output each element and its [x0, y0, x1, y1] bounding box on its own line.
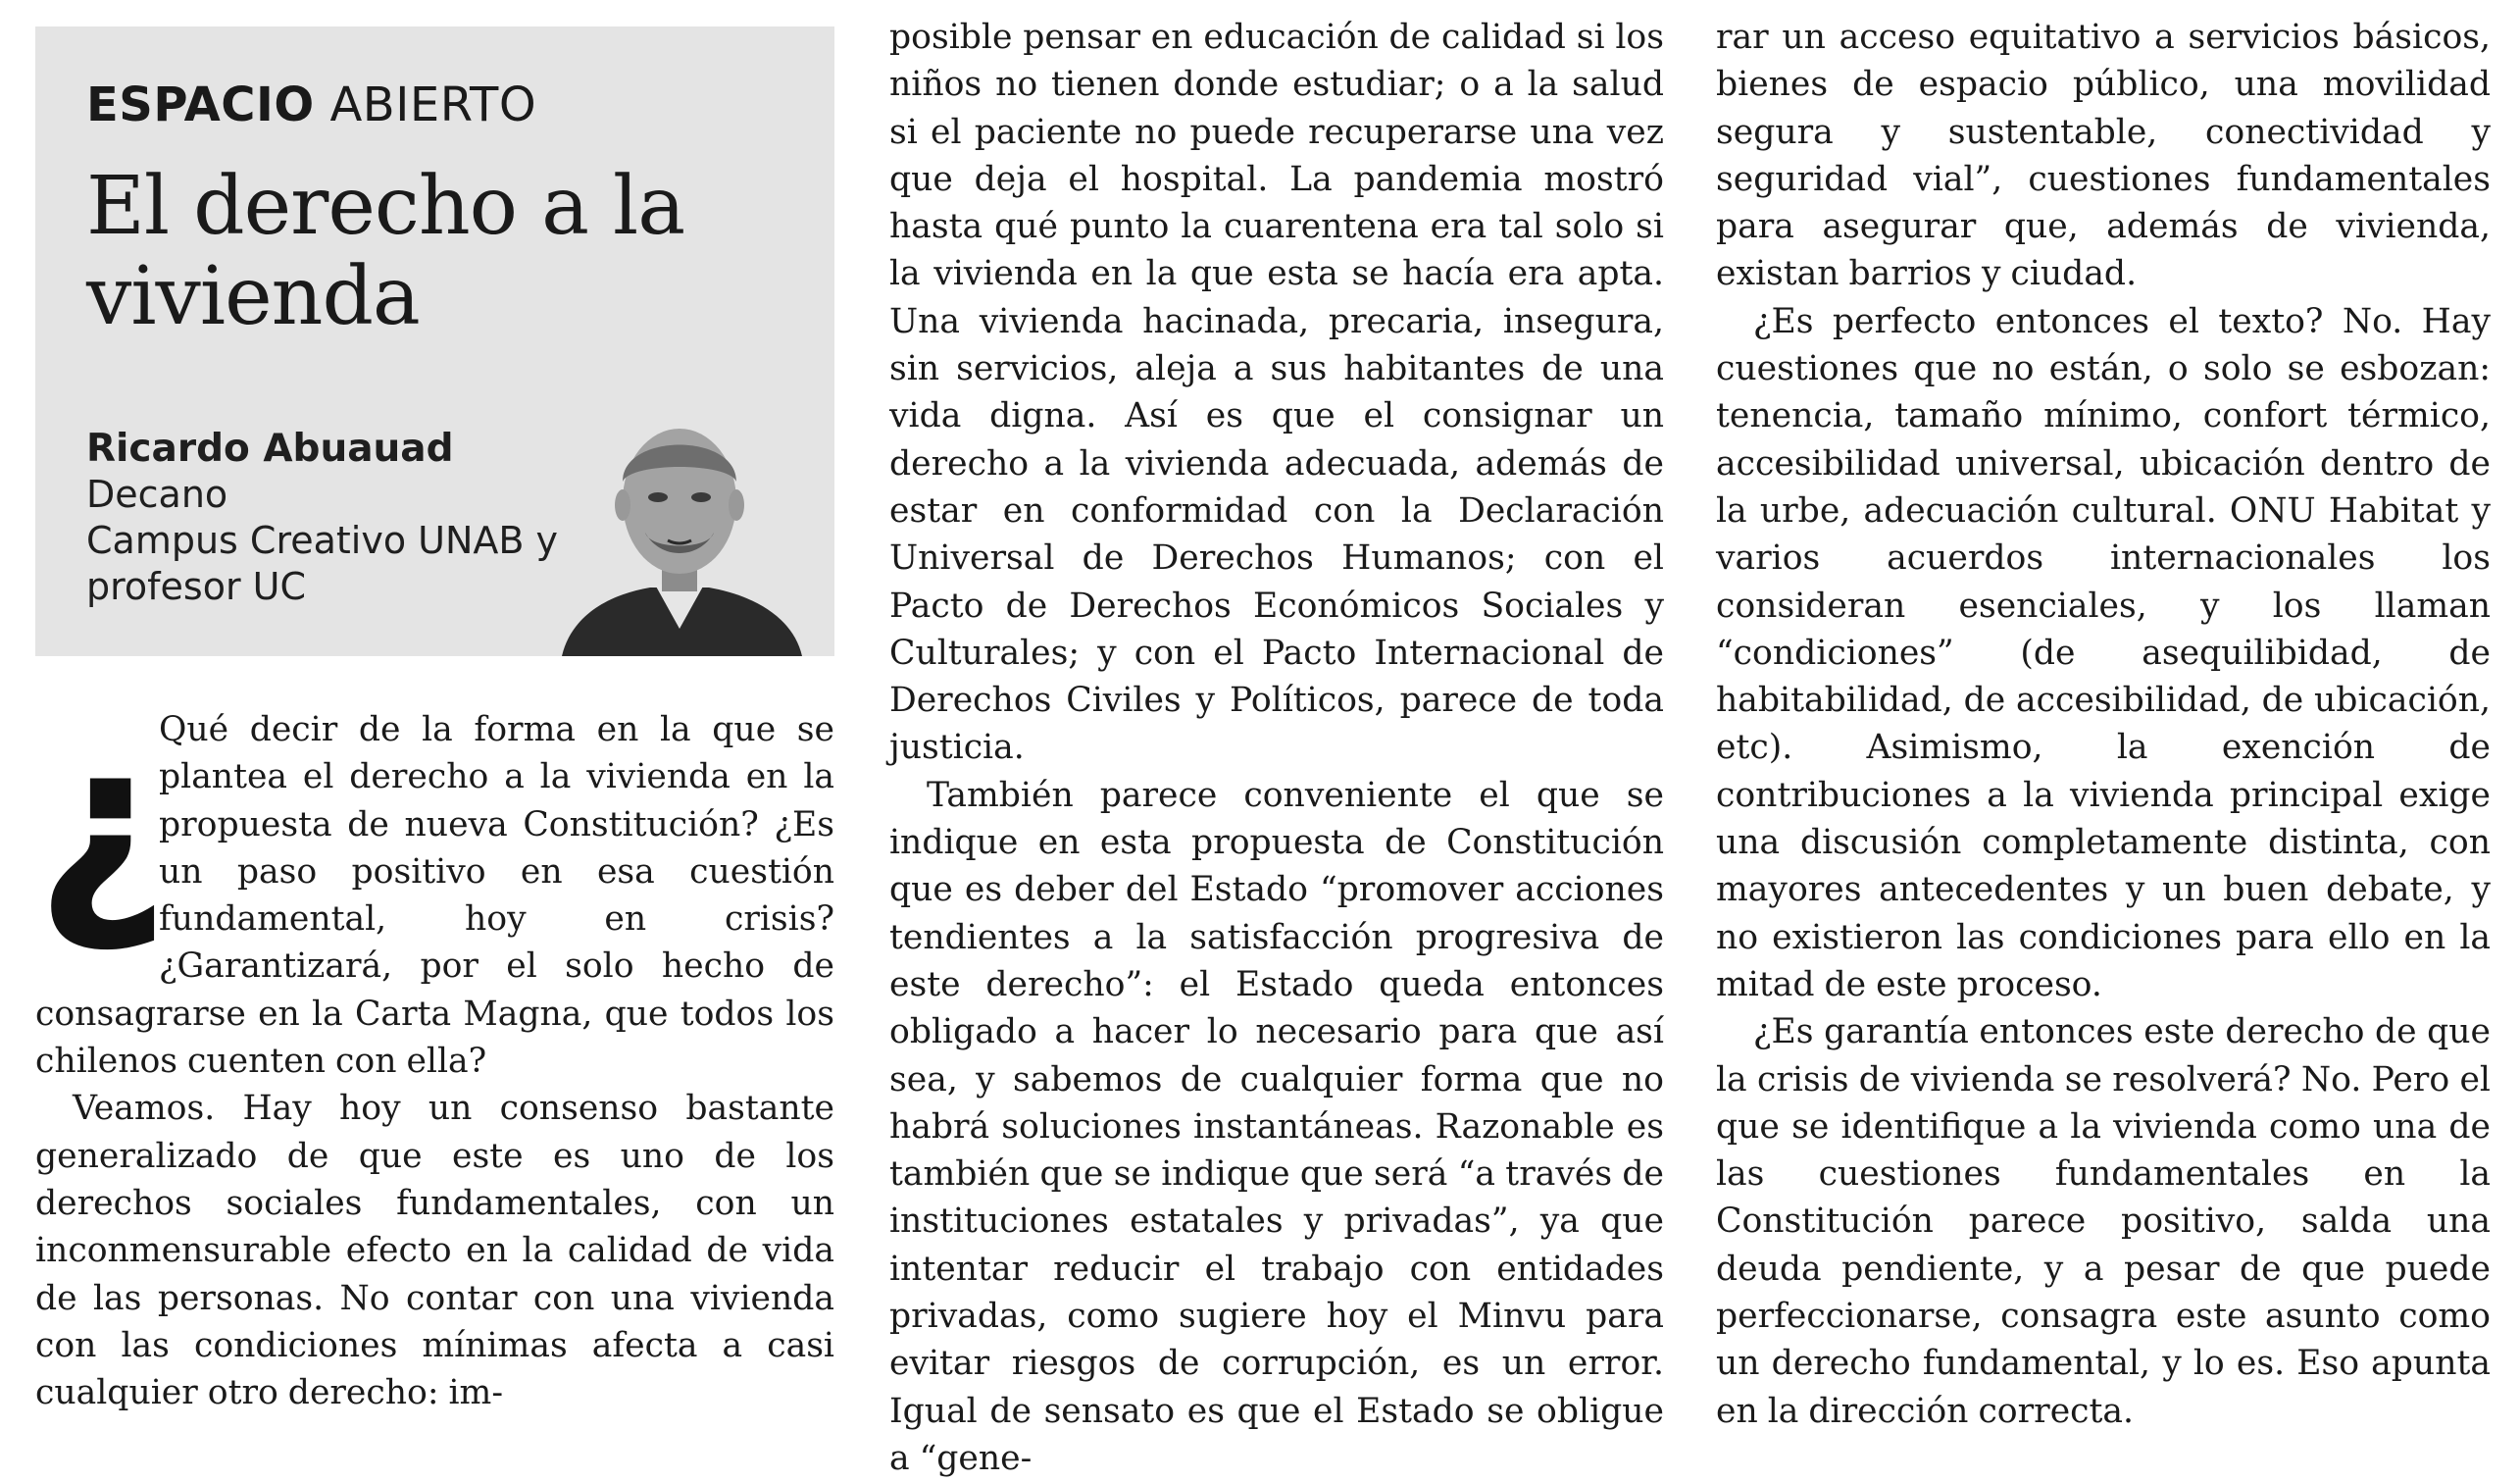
author-portrait: [552, 403, 807, 656]
paragraph: posible pensar en educación de calidad si los niños no tienen donde estudiar; o a la salud si el paciente no puede recuperarse una vez que deja el hospital. La pandemia mostró hasta qué punto la cuarentena era tal solo si la vivienda en la que esta se hacía era apta. Una vivienda hacinada, precaria, insegura, sin servicios, aleja a sus habitantes de una vida digna. Así es que el consignar un derecho a la vivienda adecuada, además de estar en conformidad con la Declaración Universal de Derechos Humanos; con el Pacto de Derechos Económicos Sociales y Culturales; y con el Pacto Internacional de Derechos Civiles y Políticos, parece de toda justicia.: [889, 18, 1664, 768]
drop-cap: ¿: [35, 691, 170, 959]
headline-line-2: vivienda: [86, 250, 420, 343]
headline-line-1: El derecho a la: [86, 160, 685, 253]
column-1: [35, 0, 834, 1413]
column-3: [1716, 0, 2491, 1431]
author-affiliation-2: profesor UC: [86, 565, 307, 608]
author-affiliation-1: Campus Creativo UNAB y: [86, 519, 559, 562]
author-role: Decano: [86, 473, 228, 516]
paragraph: ¿Es garantía entonces este derecho de que la crisis de vivienda se resolverá? No. Pero el que se identifique a la vivienda como una de las cuestiones fundamentales en la Constitución parece positivo, salda una deuda pendiente, y a pesar de que puede perfeccionarse, consagra este asunto como un derecho fundamental, y lo es. Eso apunta en la dirección correcta.: [1716, 1012, 2491, 1431]
section-label-light: ABIERTO: [329, 77, 537, 132]
paragraph: Veamos. Hay hoy un consenso bastante generalizado de que este es uno de los derechos sociales fundamentales, con un inconmensurable efecto en la calidad de vida de las personas. No contar con una vivienda con las condiciones mínimas afecta a casi cualquier otro derecho: im-: [35, 1089, 834, 1413]
paragraph: rar un acceso equitativo a servicios básicos, bienes de espacio público, una movilidad segura y sustentable, conectividad y seguridad vial”, cuestiones fundamentales para asegurar que, además de vivienda, existan barrios y ciudad.: [1716, 18, 2491, 294]
paragraph: También parece conveniente el que se indique en esta propuesta de Constitución que es deber del Estado “promover acciones tendientes a la satisfacción progresiva de este derecho”: el Estado queda entonces obligado a hacer lo necesario para que así sea, y sabemos de cualquier forma que no habrá soluciones instantáneas. Razonable es también que se indique que será “a través de instituciones estatales y privadas”, ya que intentar reducir el trabajo con entidades privadas, como sugiere hoy el Minvu para evitar riesgos de corrupción, es un error. Igual de sensato es que el Estado se obligue a “gene-: [889, 775, 1664, 1478]
paragraph: Qué decir de la forma en la que se plantea el derecho a la vivienda en la propuesta de nueva Constitución? ¿Es un paso positivo en esa cuestión fundamental, hoy en crisis? ¿Garantizará, por el solo hecho de consagrarse en la Carta Magna, que todos los chilenos cuenten con ella?: [35, 710, 834, 1082]
section-label: [86, 77, 783, 132]
column-header: [35, 26, 834, 656]
author-name: Ricardo Abuauad: [86, 427, 454, 471]
section-label-bold: ESPACIO: [86, 77, 315, 132]
article-body-column-2: [889, 14, 1664, 1482]
byline: [86, 426, 558, 610]
headline: [86, 162, 783, 342]
article-body-column-3: [1716, 14, 2491, 1435]
article-body-column-1: [35, 691, 834, 1416]
column-2: [889, 0, 1664, 1478]
paragraph: ¿Es perfecto entonces el texto? No. Hay cuestiones que no están, o solo se esbozan: tenencia, tamaño mínimo, confort térmico, accesibilidad universal, ubicación dentro de la urbe, adecuación cultural. ONU Habitat y varios acuerdos internacionales los consideran esenciales, y los llaman “condiciones” (de asequilibidad, de habitabilidad, de accesibilidad, de ubicación, etc). Asimismo, la exención de contribuciones a la vivienda principal exige una discusión completamente distinta, con mayores antecedentes y un buen debate, y no existieron las condiciones para ello en la mitad de este proceso.: [1716, 301, 2491, 1004]
